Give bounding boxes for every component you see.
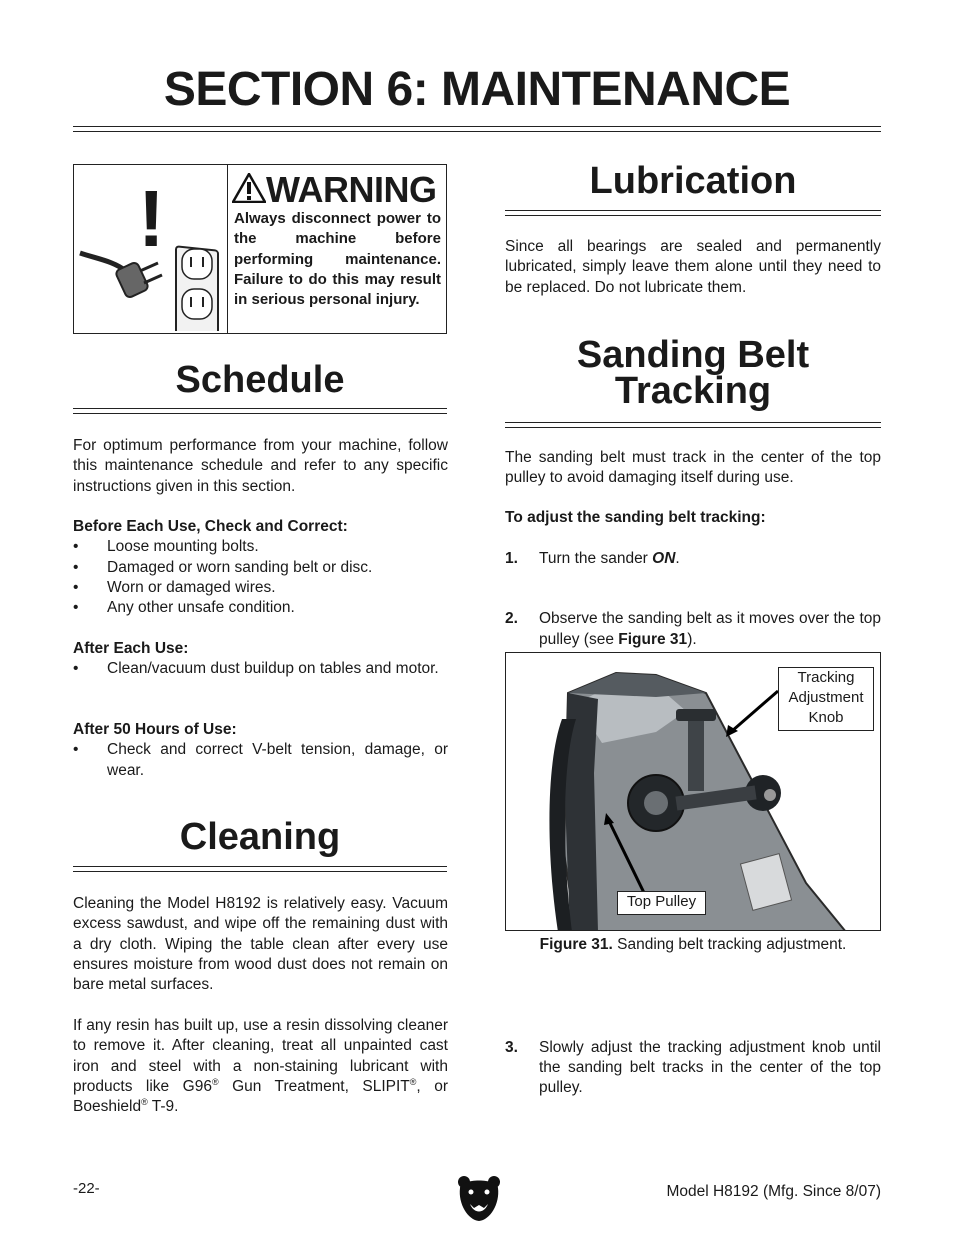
lubrication-heading: Lubrication (589, 160, 797, 202)
schedule-group-before-use (73, 517, 448, 618)
list-item: • Worn or damaged wires. (73, 578, 276, 596)
list-item: • Any other unsafe condition. (73, 599, 295, 617)
schedule-intro: For optimum performance from your machine, follow this maintenance schedule and refer to any specific instructions given in this section. (73, 437, 448, 495)
page-number: -22- (73, 1180, 100, 1197)
warning-box (73, 164, 447, 334)
callout-tracking-knob (778, 667, 874, 731)
cleaning-heading: Cleaning (179, 816, 341, 858)
tracking-heading-line-2: Tracking (614, 370, 772, 412)
schedule-group-after-use (73, 639, 448, 680)
lubrication-text: Since all bearings are sealed and permanently lubricated, simply leave them alone until they need to be replaced. Do not lubricate them. (505, 238, 881, 296)
cleaning-rule (73, 866, 447, 872)
warning-text: Always disconnect power to the machine before performing maintenance. Failure to do this may result in serious personal injury. (234, 210, 441, 309)
schedule-heading: Schedule (175, 359, 345, 401)
tracking-heading-line-1: Sanding Belt (576, 334, 810, 376)
group-title: After 50 Hours of Use: (73, 721, 237, 738)
plug-outlet-icon (78, 231, 224, 331)
warning-divider (227, 165, 228, 333)
schedule-group-50-hours (73, 720, 448, 781)
callout-top-pulley: Top Pulley (617, 891, 706, 915)
step-3: 3. Slowly adjust the tracking adjustment knob until the sanding belt tracks in the center of the top pulley. (505, 1038, 881, 1097)
group-title: After Each Use: (73, 640, 189, 657)
callout-line: Knob (808, 709, 844, 726)
tracking-heading (505, 334, 881, 412)
callout-line: Adjustment (788, 689, 864, 706)
tracking-intro: The sanding belt must track in the center of the top pulley to avoid damaging itself during use. (505, 449, 881, 487)
list-item: • Check and correct V-belt tension, damage, or wear. (73, 741, 448, 779)
cleaning-paragraph-1: Cleaning the Model H8192 is relatively easy. Vacuum excess sawdust, and wipe off the remaining dust with a dry cloth. Wiping the table clean after every use ensures moisture from wood dust does not remain on bare metal surfaces. (73, 895, 448, 994)
callout-line: Tracking (797, 669, 855, 686)
step-2: 2. Observe the sanding belt as it moves over the top pulley (see Figure 31). (505, 610, 881, 648)
list-item: • Loose mounting bolts. (73, 538, 259, 556)
figure-caption: Figure 31. Sanding belt tracking adjustment. (539, 936, 847, 953)
list-item: • Clean/vacuum dust buildup on tables and motor. (73, 660, 439, 678)
tracking-rule (505, 422, 881, 428)
page-title: SECTION 6: MAINTENANCE (163, 63, 791, 116)
tracking-subhead: To adjust the sanding belt tracking: (505, 509, 766, 526)
footer-model: Model H8192 (Mfg. Since 8/07) (666, 1183, 881, 1200)
warning-heading: WARNING (266, 169, 437, 210)
step-1: 1. Turn the sander ON. (505, 550, 680, 567)
warning-triangle-icon (232, 173, 266, 203)
schedule-rule (73, 408, 447, 414)
cleaning-paragraph-2: If any resin has built up, use a resin dissolving cleaner to remove it. After cleaning, treat all unpainted cast iron and steel with a non-staining lubricant with products like G96® Gun Treatment, SLIPIT®, or Boeshield® T-9. (73, 1017, 448, 1116)
group-title: Before Each Use, Check and Correct: (73, 518, 348, 535)
figure-31 (505, 652, 881, 931)
list-item: • Damaged or worn sanding belt or disc. (73, 558, 373, 576)
title-rule (73, 126, 881, 132)
bear-logo-icon (456, 1174, 502, 1222)
exclamation-mark: ! (138, 174, 165, 263)
lubrication-rule (505, 210, 881, 216)
